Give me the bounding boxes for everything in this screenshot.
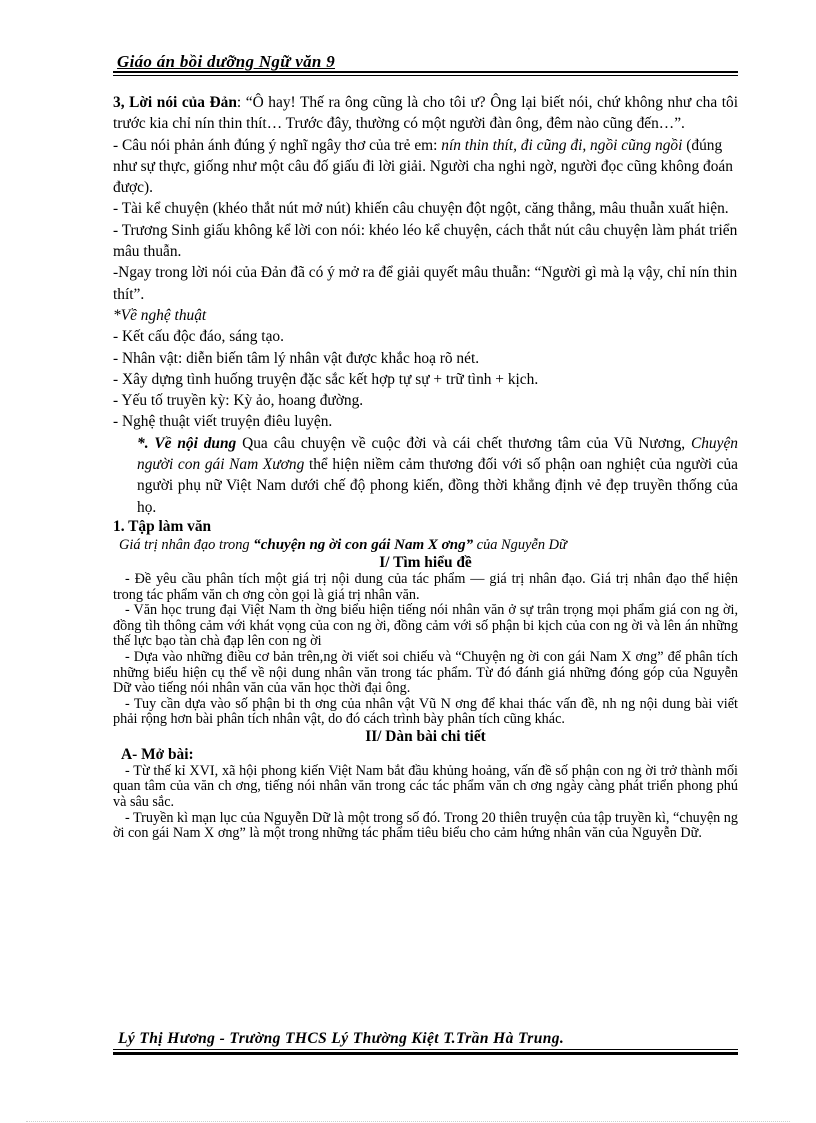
topic-prefix: Giá trị nhân đạo trong: [119, 536, 254, 553]
section-1-paragraph: - Văn học trung đại Việt Nam th ờng biểu hiện tiếng nói nhân văn ở sự trân trọng mọi phẩm giá con ng ời, đồng tìh thông cảm với khát vọng của con ng ời, đồng cảm với số phận bi kịch của con ng ời và lên án những thế lực bạo tàn chà đạp lên con ng ời: [113, 602, 738, 650]
section-1-paragraph: - Dựa vào những điều cơ bản trên,ng ời viết soi chiếu và “Chuyện ng ời con gái Nam X ơng” để phân tích những biểu hiện cụ thể về nội dung nhân văn trong tác phẩm. Từ đó đánh giá những đóng góp của Nguyễn Dữ vào tiếng nói nhân văn của văn học thời đại ông.: [113, 648, 738, 697]
content-text-2: thể hiện niềm cảm thương đối với số phận oan nghiệt của người của người phụ nữ Việt Nam dưới chế độ phong kiến, đồng thời khẳng định vẻ đẹp truyền thống của họ.: [137, 456, 738, 516]
essay-topic: [119, 538, 738, 553]
section-2-title: II/ Dàn bài chi tiết: [365, 727, 486, 745]
content-work-title: Chuyện người con gái Nam Xương: [137, 434, 738, 474]
section3-bullet-4: -Ngay trong lời nói của Đản đã có ý mở ra để giải quyết mâu thuẫn: “Người gì mà lạ vậy, chỉ nín thin thít”.: [113, 264, 738, 303]
art-item: - Xây dựng tình huống truyện đặc sắc kết hợp tự sự + trữ tình + kịch.: [113, 370, 539, 388]
bullet-1-italic: nín thin thít, đi cũng đi, ngồi cũng ngồi: [441, 136, 683, 154]
bullet-1-tail: (đúng như sự thực, giống như một câu đố giấu đi lời giải. Người cha nghi ngờ, người đọc cũng không đoán được).: [113, 136, 733, 197]
header-title: Giáo án bồi dưỡng Ngữ văn 9: [117, 52, 336, 71]
section3-quote: : “Ô hay! Thế ra ông cũng là cho tôi ư? Ông lại biết nói, chứ không như cha tôi trước kia chỉ nín thin thít… Trước đây, thường có một người đàn ông, đêm nào cũng đến…”.: [113, 94, 739, 133]
art-item: - Nghệ thuật viết truyện điêu luyện.: [113, 413, 333, 431]
section3-bullet-3: - Trương Sinh giấu không kể lời con nói: khéo léo kể chuyện, cách thắt nút câu chuyện làm phát triển mâu thuẫn.: [113, 221, 738, 261]
essay-heading: 1. Tập làm văn: [113, 517, 212, 535]
art-heading: *Về nghệ thuật: [113, 306, 207, 324]
section3-bullet-1: [113, 135, 738, 199]
art-item: - Yếu tố truyền kỳ: Kỳ ảo, hoang đường.: [113, 392, 364, 410]
art-item: - Kết cấu độc đáo, sáng tạo.: [113, 328, 284, 346]
content-text-1: Qua câu chuyện về cuộc đời và cái chết thương tâm của Vũ Nương,: [236, 434, 691, 452]
intro-heading: A- Mở bài:: [121, 745, 194, 763]
content-label: *. Về nội dung: [137, 434, 237, 452]
art-item: - Nhân vật: diễn biến tâm lý nhân vật được khắc hoạ rõ nét.: [113, 349, 480, 367]
header-rule-thick: [113, 71, 738, 73]
section3-label: 3, Lời nói của Đản: [113, 94, 237, 111]
section-1-paragraph: - Tuy cần dựa vào số phận bi th ơng của nhân vật Vũ N ơng để khai thác vấn đề, nh ng nội dung bài viết phải rộng hơn bài phân tích nhân vật, do đó cách trình bày phân tích cũng khác.: [113, 695, 738, 728]
intro-paragraph: - Từ thế kỉ XVI, xã hội phong kiến Việt Nam bắt đầu khủng hoảng, vấn đề số phận con ng ời trở thành mối quan tâm của văn ch ơng, tiếng nói nhân văn trong các tác phẩm văn ch ơng ngày càng phát triển phong phú và sâu sắc.: [113, 762, 738, 811]
section3-paragraph: [113, 92, 738, 135]
section3-bullet-2: - Tài kể chuyện (khéo thắt nút mở nút) khiến câu chuyện đột ngột, căng thẳng, mâu thuẫn xuất hiện.: [113, 200, 729, 218]
topic-work: “chuyện ng ời con gái Nam X ơng”: [253, 536, 474, 553]
footer-rule-thin: [113, 1049, 738, 1050]
page-header: [113, 50, 738, 76]
page-body: [113, 92, 738, 842]
intro-paragraph: - Truyền kì mạn lục của Nguyễn Dữ là một trong số đó. Trong 20 thiên truyện của tập truyền kì, “chuyện ng ời con gái Nam X ơng” là một trong những tác phẩm tiêu biểu cho cảm hứng nhân văn của Nguyễn Dữ.: [113, 809, 738, 842]
section-1-title: I/ Tìm hiểu đề: [379, 553, 472, 571]
content-paragraph: [113, 433, 738, 518]
topic-suffix: của Nguyễn Dữ: [473, 536, 567, 553]
footer-author: Lý Thị Hương - Trường THCS Lý Thường Kiệt T.Trần Hà Trung.: [118, 1030, 565, 1047]
page-footer: [113, 1028, 738, 1064]
footer-rule-thick: [113, 1052, 738, 1055]
page-edge-rule: [26, 1121, 790, 1122]
bullet-1-text: - Câu nói phản ánh đúng ý nghĩ ngây thơ của trẻ em:: [113, 136, 442, 154]
section-1-paragraph: - Đề yêu cầu phân tích một giá trị nội dung của tác phẩm — giá trị nhân đạo. Giá trị nhân đạo thể hiện trong tác phẩm văn ch ơng còn gọi là giá trị nhân văn.: [113, 570, 738, 603]
header-rule-thin: [113, 75, 738, 76]
